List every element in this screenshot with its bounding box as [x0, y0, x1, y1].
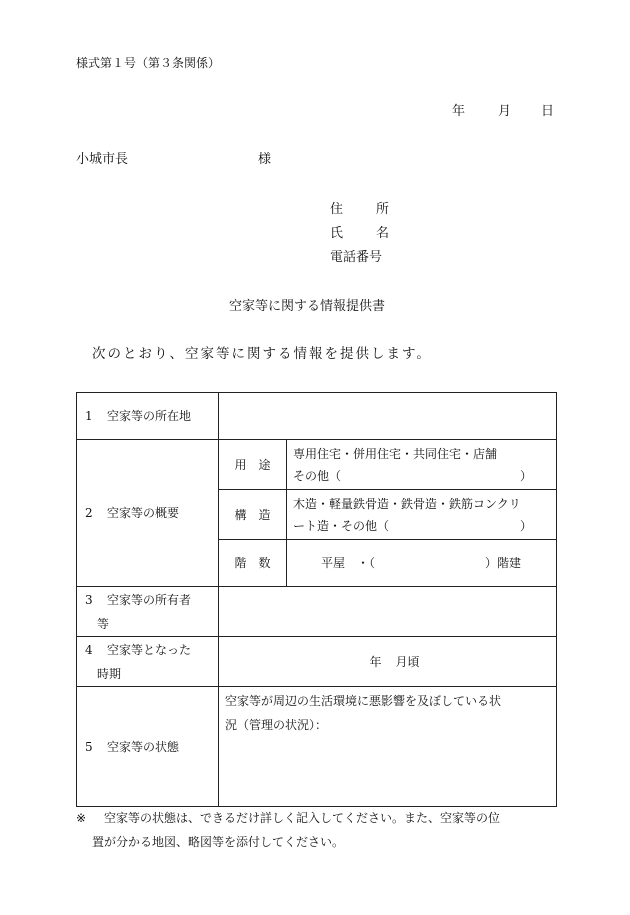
- date-day: 日: [541, 104, 555, 119]
- condition-label-cell: [77, 687, 219, 807]
- structure-options-line2: ート造・その他（: [293, 518, 390, 533]
- overview-label: 空家等の概要: [107, 506, 180, 520]
- floors-label: 階 数: [234, 556, 271, 570]
- use-value-cell[interactable]: [287, 440, 557, 490]
- use-options-line1: 専用住宅・併用住宅・共同住宅・店舗: [293, 446, 498, 461]
- row-number: 1: [85, 409, 93, 423]
- note-line2: 置が分かる地図、略図等を添付してください。: [92, 835, 345, 849]
- structure-options-line1: 木造・軽量鉄骨造・鉄骨造・鉄筋コンクリ: [293, 496, 521, 511]
- row-vacancy-period: [77, 637, 557, 687]
- date-month: 月: [498, 104, 512, 119]
- note-line1: 空家等の状態は、できるだけ詳しく記入してください。また、空家等の位: [104, 811, 501, 825]
- owner-label-line1: 空家等の所有者: [107, 592, 192, 607]
- date-year: 年: [452, 104, 466, 119]
- structure-label-cell: [219, 490, 287, 540]
- document-title: 空家等に関する情報提供書: [229, 299, 386, 314]
- use-options-line2: その他（: [293, 468, 342, 483]
- use-label-cell: [219, 440, 287, 490]
- period-year: 年: [369, 654, 382, 669]
- condition-prompt-line1: 空家等が周辺の生活環境に悪影響を及ぼしている状: [225, 694, 502, 708]
- row-number: 3: [85, 592, 93, 607]
- address-label-1: 住: [330, 202, 344, 217]
- floors-suffix: ）階建: [485, 556, 522, 570]
- overview-label-cell: [77, 440, 219, 587]
- period-label-line2: 時期: [97, 666, 122, 681]
- location-value-cell[interactable]: [219, 393, 557, 440]
- row-overview-use: [77, 440, 557, 490]
- condition-prompt-line2: 況（管理の状況）：: [225, 718, 328, 732]
- row-location: [77, 393, 557, 440]
- location-label: 空家等の所在地: [107, 409, 192, 423]
- owner-label-cell: [77, 587, 219, 637]
- address-label-2: 所: [376, 202, 390, 217]
- form-number: 様式第１号（第３条関係）: [76, 56, 221, 70]
- phone-label: 電話番号: [330, 250, 383, 265]
- condition-value-cell[interactable]: [219, 687, 557, 807]
- condition-label: 空家等の状態: [107, 739, 180, 754]
- row-owner: [77, 587, 557, 637]
- location-label-cell: [77, 393, 219, 440]
- period-label-line1: 空家等となった: [107, 642, 192, 657]
- row-number: 4: [85, 642, 93, 657]
- honorific: 様: [258, 152, 272, 167]
- floors-flat-option: 平屋 ・（: [321, 556, 376, 570]
- row-condition: [77, 687, 557, 807]
- period-value-cell[interactable]: [219, 637, 557, 687]
- structure-value-cell[interactable]: [287, 490, 557, 540]
- owner-value-cell[interactable]: [219, 587, 557, 637]
- period-month: 月頃: [395, 654, 420, 669]
- floors-label-cell: [219, 540, 287, 587]
- use-label: 用 途: [234, 457, 271, 472]
- addressee: 小城市長: [76, 152, 129, 167]
- structure-label: 構 造: [234, 507, 271, 522]
- name-label-2: 名: [376, 226, 390, 241]
- use-close-paren: ）: [519, 468, 532, 483]
- info-table: [76, 392, 557, 807]
- period-label-cell: [77, 637, 219, 687]
- note-mark: ※: [76, 811, 87, 825]
- owner-label-line2: 等: [97, 616, 110, 631]
- floors-value-cell[interactable]: [287, 540, 557, 587]
- row-number: 2: [85, 506, 93, 520]
- row-number: 5: [85, 739, 93, 754]
- name-label-1: 氏: [330, 226, 344, 241]
- intro-text: 次のとおり、空家等に関する情報を提供します。: [92, 346, 432, 362]
- structure-close-paren: ）: [519, 518, 532, 533]
